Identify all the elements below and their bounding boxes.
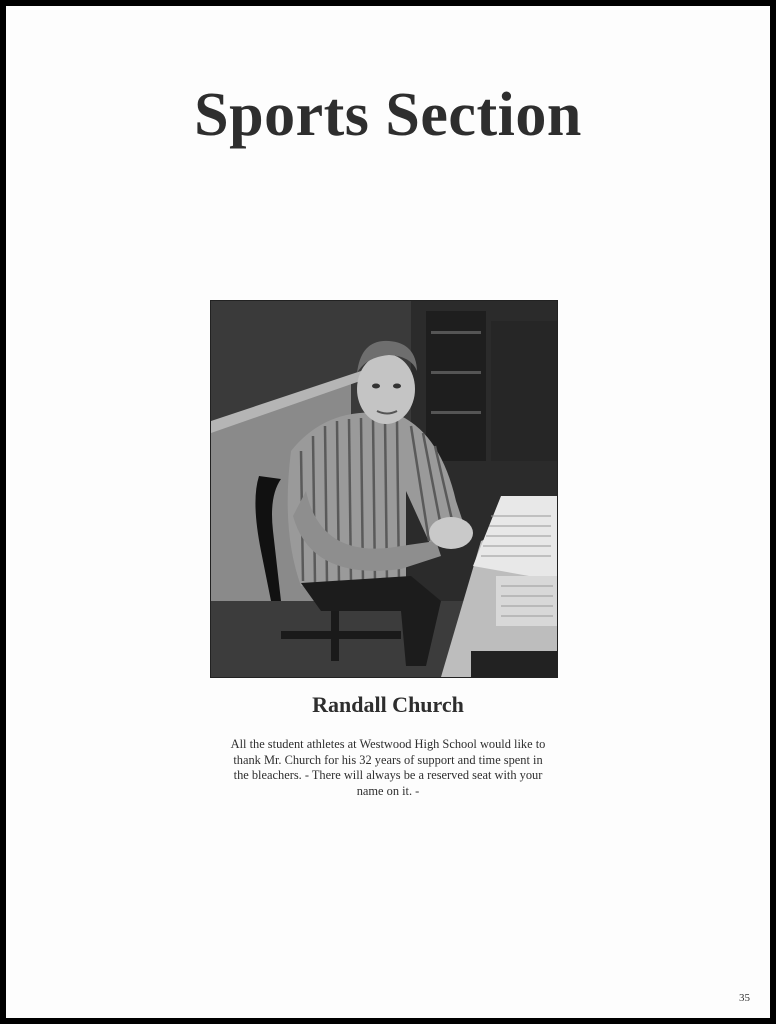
tribute-caption (206, 737, 570, 799)
caption-line: thank Mr. Church for his 32 years of support and time spent in (233, 752, 543, 767)
caption-line: the bleachers. - There will always be a reserved seat with your (233, 768, 543, 783)
portrait-photo-illustration (211, 301, 557, 677)
portrait-photo (210, 300, 558, 678)
page-number: 35 (739, 992, 750, 1004)
yearbook-page (6, 6, 770, 1018)
caption-line: All the student athletes at Westwood High School would like to (230, 737, 546, 751)
caption-line: name on it. - (356, 783, 420, 798)
page-title: Sports Section (194, 81, 582, 149)
subject-name: Randall Church (312, 692, 464, 717)
